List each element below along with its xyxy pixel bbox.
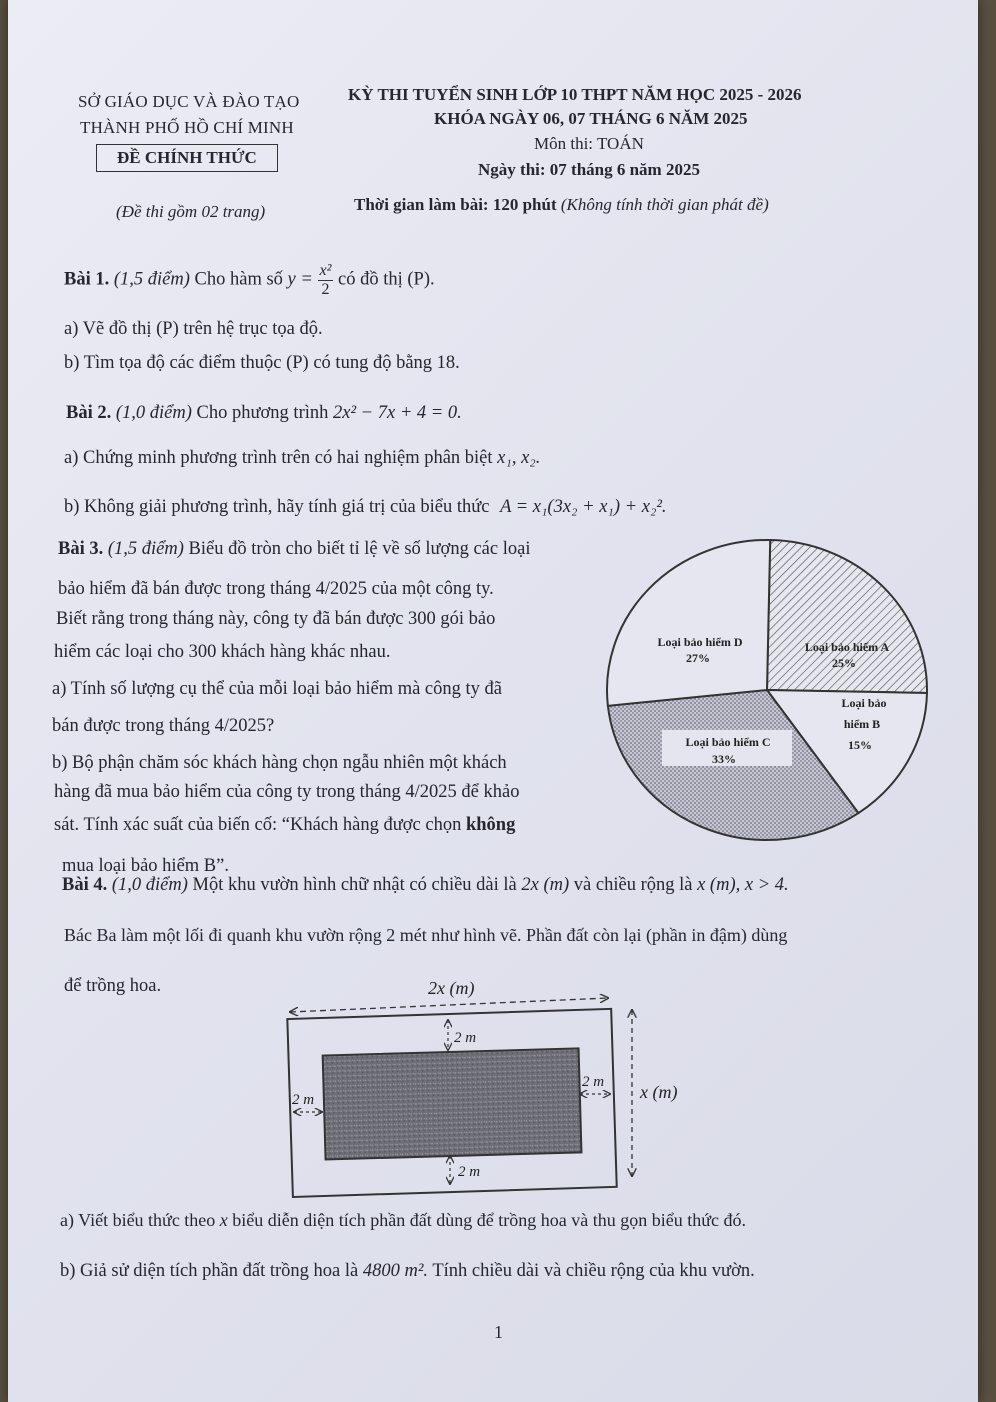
problem-3-part-b-line-2: hàng đã mua bảo hiểm của công ty trong tháng 4/2025 để khảo [54,782,520,802]
problem-4-part-a-var: x [219,1210,228,1230]
exam-session: KHÓA NGÀY 06, 07 THÁNG 6 NĂM 2025 [434,109,748,128]
problem-4-line-3: để trồng hoa. [64,976,162,996]
problem-2-part-b-text: b) Không giải phương trình, hãy tính giá trị của biểu thức [64,497,490,517]
problem-1-label: Bài 1. [64,269,110,290]
slice-label-insurance-b-line-1: Loại bảo [841,696,887,710]
problem-4-part-b [60,1260,755,1282]
slice-label-insurance-a: Loại bảo hiểm A [804,640,890,654]
problem-3-part-a-line-1: a) Tính số lượng cụ thể của mỗi loại bảo hiểm mà công ty đã [52,679,502,699]
problem-4-part-b-rest: Tính chiều dài và chiều rộng của khu vườn. [432,1261,755,1281]
slice-value-insurance-a: 25% [832,656,856,670]
problem-1-part-b: b) Tìm tọa độ các điểm thuộc (P) có tung độ bằng 18. [64,353,460,373]
problem-4-points: (1,0 điểm) [111,875,188,895]
problem-3-line-2: bảo hiểm đã bán được trong tháng 4/2025 của một công ty. [58,579,494,599]
bottom-path-label: 2 m [458,1164,481,1180]
problem-4-part-a-rest: biểu diễn diện tích phần đất dùng để trồng hoa và thu gọn biểu thức đó. [232,1210,746,1230]
problem-4-part-b-text: b) Giả sử diện tích phần đất trồng hoa là [60,1261,359,1281]
problem-4-part-b-value: 4800 m². [362,1261,429,1281]
exam-title: KỲ THI TUYỂN SINH LỚP 10 THPT NĂM HỌC 2025 - 2026 [348,85,802,104]
problem-2-part-b-math: A = x₁(3x₂ + x₁) + x₂². [500,497,667,517]
exam-duration-line [354,195,769,215]
top-path-label: 2 m [454,1030,477,1046]
problem-1-statement [64,262,435,298]
problem-4-width-expr: x (m), x > 4. [697,875,789,895]
problem-2-part-a-text: a) Chứng minh phương trình trên có hai nghiệm phân biệt [64,448,493,468]
problem-3-points: (1,5 điểm) [107,539,184,559]
problem-4-part-a [60,1210,746,1232]
slice-value-insurance-d: 27% [686,651,710,665]
problem-2-part-a [64,447,540,469]
problem-1-points: (1,5 điểm) [113,269,190,290]
problem-4-statement [62,874,789,896]
problem-3-statement [58,538,530,560]
problem-4-line-1-mid: và chiều rộng là [573,875,693,895]
problem-2-part-b [64,496,667,518]
exam-paper [8,0,978,1402]
problem-2-intro: Cho phương trình [196,403,329,423]
problem-2-label: Bài 2. [66,403,112,423]
problem-4-line-1-text: Một khu vườn hình chữ nhật có chiều dài là [192,875,517,895]
problem-2-equation: 2x² − 7x + 4 = 0. [333,403,462,423]
problem-3-label: Bài 3. [58,539,104,559]
pie-slice-lo-i-b-o-hi-m-a [767,540,927,693]
slice-label-insurance-d: Loại bảo hiểm D [657,635,743,649]
pie-slices [607,540,927,840]
length-dimension-label: 2x (m) [428,978,475,998]
slice-label-insurance-b-line-2: hiểm B [843,717,881,731]
problem-4-length-expr: 2x (m) [521,875,570,895]
garden-diagram [270,972,710,1202]
problem-3-line-1: Biểu đồ tròn cho biết tỉ lệ về số lượng các loại [188,539,531,559]
problem-3-part-b-line-3 [54,814,515,836]
problem-3-part-b-text: sát. Tính xác suất của biến cố: “Khách hàng được chọn [54,815,462,835]
slice-label-insurance-c: Loại bảo hiểm C [685,735,771,749]
slice-value-insurance-b: 15% [848,738,872,752]
exam-date: Ngày thi: 07 tháng 6 năm 2025 [478,160,700,179]
problem-1-tail: có đồ thị (P). [338,269,435,290]
slice-value-insurance-c: 33% [712,752,736,766]
problem-2-statement [66,402,462,424]
width-dimension-label: x (m) [640,1082,678,1102]
problem-3-part-b-bold: không [465,815,516,835]
problem-1-y: y = [287,269,313,290]
fraction-denominator: 2 [321,280,330,298]
pages-note: (Đề thi gồm 02 trang) [116,202,266,221]
problem-4-part-a-text: a) Viết biểu thức theo [60,1210,216,1230]
problem-3-line-3: Biết rằng trong tháng này, công ty đã bán được 300 gói bảo [56,609,496,629]
department-line-2: THÀNH PHỐ HỒ CHÍ MINH [80,118,294,137]
problem-4-line-2: Bác Ba làm một lối đi quanh khu vườn rộng 2 mét như hình vẽ. Phần đất còn lại (phần in đậm) dùng [64,925,788,945]
problem-3-part-a-line-2: bán được trong tháng 4/2025? [52,716,275,736]
problem-2-points: (1,0 điểm) [115,403,192,423]
duration-note: (Không tính thời gian phát đề) [560,195,769,214]
official-exam-label: ĐỀ CHÍNH THỨC [96,144,278,172]
department-line-1: SỞ GIÁO DỤC VÀ ĐÀO TẠO [78,92,300,111]
left-path-label: 2 m [292,1092,315,1108]
problem-1-intro: Cho hàm số [194,269,283,290]
exam-duration: Thời gian làm bài: 120 phút [354,195,557,214]
problem-4-label: Bài 4. [62,875,108,895]
exam-subject: Môn thi: TOÁN [534,134,644,153]
right-path-label: 2 m [582,1074,605,1090]
problem-1-part-a: a) Vẽ đồ thị (P) trên hệ trục tọa độ. [64,319,323,339]
flower-bed-rect [323,1048,582,1159]
fraction-numerator: x² [319,262,332,279]
problem-3-part-b-line-4: mua loại bảo hiểm B”. [62,856,229,876]
problem-3-part-b-line-1: b) Bộ phận chăm sóc khách hàng chọn ngẫu nhiên một khách [52,753,507,773]
page-number: 1 [494,1322,503,1342]
insurance-pie-chart [602,534,932,846]
problem-1-fraction [318,262,334,298]
problem-3-line-4: hiểm các loại cho 300 khách hàng khác nhau. [54,642,391,662]
problem-2-part-a-math: x₁, x₂. [497,448,541,468]
pie-slice-lo-i-b-o-hi-m-d [607,540,770,706]
